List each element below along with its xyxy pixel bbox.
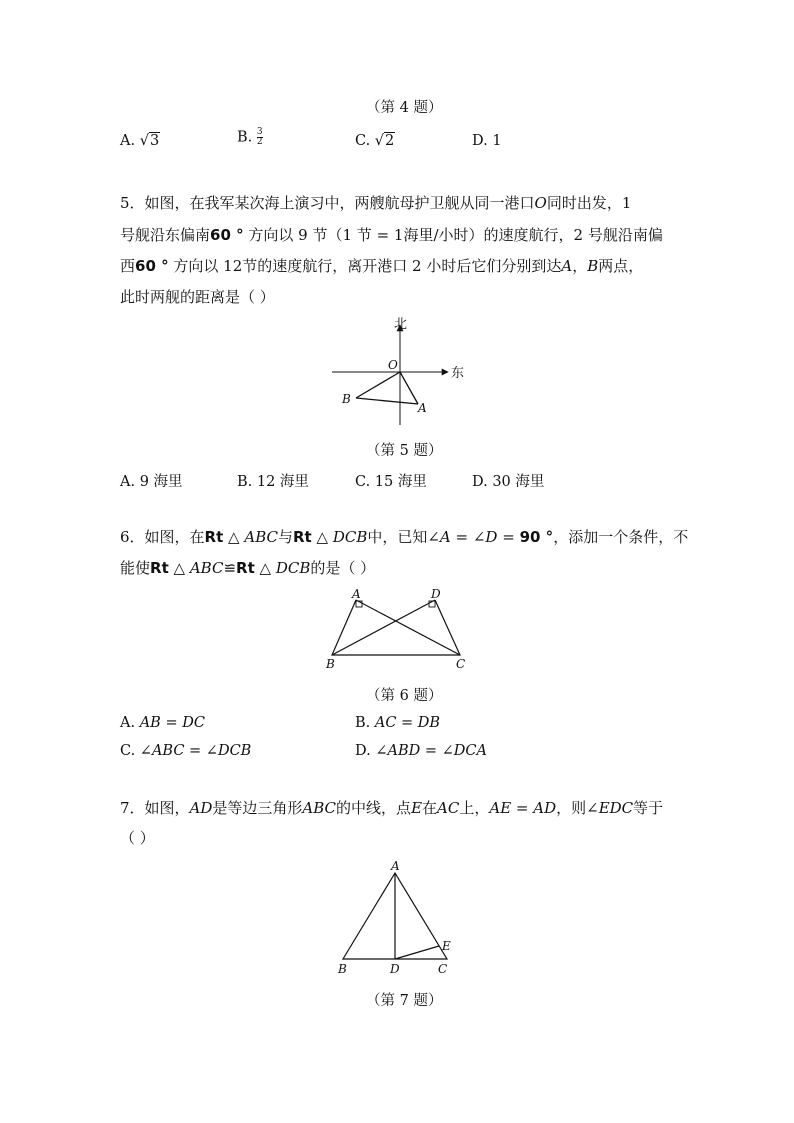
q6-text: 能使 [120, 559, 151, 577]
figure-4-caption: （第 4 题） [366, 100, 443, 116]
q5-line-3 [120, 259, 643, 274]
q4-option-c[interactable] [355, 133, 395, 149]
q6-option-b-prefix: B. [355, 715, 375, 731]
q7-label-b: B [338, 962, 347, 976]
q7-line-2: （ ） [120, 829, 155, 847]
q6-option-a[interactable] [120, 715, 205, 731]
q6-rt: Rt [150, 559, 169, 577]
q5-option-d[interactable]: D. 30 海里 [472, 474, 545, 490]
q6-triangle-symbol: △ [223, 528, 245, 546]
q6-option-c[interactable] [120, 743, 251, 759]
sqrt-icon: √ [374, 133, 385, 149]
q4-option-b-numerator: 3 [256, 127, 263, 137]
q5-point-b: B [587, 257, 599, 275]
q5-angle-60: 60 ° [210, 226, 244, 244]
q5-option-c[interactable]: C. 15 海里 [355, 474, 427, 490]
q6-abc: ABC [189, 559, 224, 577]
q5-text: 方向以 9 节（1 节 [243, 226, 372, 244]
q6-option-b-value: AC = DB [374, 715, 441, 731]
q5-segment-oa [400, 372, 418, 404]
q7-text: 的中线，点 [336, 799, 412, 817]
q7-figure [330, 856, 470, 986]
q4-option-b-denominator: 2 [256, 137, 263, 147]
q5-text: 号舰沿东偏南 [120, 226, 211, 244]
q5-text: ， [572, 257, 588, 275]
q5-text: 同时出发，1 [546, 194, 632, 212]
q6-option-d[interactable] [355, 743, 487, 759]
q6-text: 的是（ ） [310, 559, 376, 577]
q6-option-d-prefix: D. [355, 743, 376, 759]
q5-text: 5．如图，在我军某次海上演习中，两艘航母护卫舰从同一港口 [120, 194, 535, 212]
q6-label-a: A [352, 589, 361, 601]
q4-option-b-fraction [257, 128, 263, 147]
q5-label-east: 东 [451, 366, 465, 381]
q7-text: 是等边三角形 [212, 799, 303, 817]
q5-line-4: 此时两舰的距离是（ ） [120, 288, 275, 306]
q5-text: 方向以 12节的速度航行，离开港口 2 小时后它们分别到达 [168, 257, 562, 275]
q6-angle-equation: ∠A = ∠D = [427, 528, 520, 546]
q6-rt: Rt [204, 528, 224, 546]
q4-option-b[interactable] [237, 128, 263, 147]
q7-line-1 [120, 801, 663, 816]
q6-abc: ABC [244, 528, 278, 546]
q4-option-c-prefix: C. [355, 133, 375, 149]
q6-option-c-value: ∠ABC = ∠DCB [139, 743, 252, 759]
q5-segment-ob [356, 372, 400, 398]
q7-label-c: C [438, 962, 448, 976]
q6-text: 6．如图，在 [120, 528, 205, 546]
q7-equation: AE = AD [489, 799, 557, 817]
q4-option-d[interactable]: D. 1 [472, 133, 502, 149]
q5-label-north: 北 [394, 317, 408, 332]
q7-ac: AC [437, 799, 460, 817]
q5-label-b: B [342, 392, 351, 406]
q4-option-a-prefix: A. [120, 133, 140, 149]
q6-triangle-symbol: △ [254, 559, 276, 577]
q5-point-a: A [561, 257, 573, 275]
q6-text: 中，已知 [367, 528, 428, 546]
q5-point-o: O [534, 194, 547, 212]
q6-congruent-symbol: ≌ [223, 559, 237, 577]
q7-text: ，则 [556, 799, 587, 817]
q6-rt: Rt [236, 559, 255, 577]
q6-line-2 [120, 561, 375, 576]
q7-text: 在 [422, 799, 438, 817]
q6-option-b[interactable] [355, 715, 440, 731]
q5-text: 海里/小时）的速度航行，2 号舰沿南偏 [403, 226, 663, 244]
q4-option-c-value: 2 [385, 133, 395, 149]
figure-5-caption: （第 5 题） [366, 443, 443, 459]
q6-option-d-value: ∠ABD = ∠DCA [375, 743, 487, 759]
q6-label-c: C [456, 657, 466, 671]
q6-rt: Rt [293, 528, 312, 546]
q6-segment-db [332, 600, 435, 655]
q6-segment-ac [356, 600, 460, 655]
q5-text: 两点， [598, 257, 644, 275]
q6-outline [332, 600, 460, 655]
q7-segment-de [395, 946, 439, 959]
q6-dcb: DCB [275, 559, 311, 577]
q7-label-d: D [390, 962, 400, 976]
q7-angle-edc: ∠EDC [586, 799, 634, 817]
q5-label-o: O [388, 358, 398, 372]
q5-label-a: A [418, 401, 427, 415]
q6-text: 与 [277, 528, 293, 546]
q4-option-b-prefix: B. [237, 129, 257, 146]
q6-option-a-value: AB = DC [139, 715, 205, 731]
q4-option-a-value: 3 [149, 133, 160, 149]
q6-figure [320, 589, 480, 671]
q6-text: ，添加一个条件，不 [553, 528, 689, 546]
sqrt-icon: √ [139, 133, 149, 149]
q7-label-a: A [391, 859, 400, 873]
q5-text: 西 [120, 257, 136, 275]
q4-option-a[interactable] [120, 133, 160, 149]
q6-option-c-prefix: C. [120, 743, 140, 759]
q6-option-a-prefix: A. [120, 715, 140, 731]
q5-option-a[interactable]: A. 9 海里 [120, 474, 183, 490]
figure-6-caption: （第 6 题） [366, 688, 443, 704]
q6-label-b: B [326, 657, 335, 671]
q6-triangle-symbol: △ [168, 559, 190, 577]
q7-abc: ABC [302, 799, 337, 817]
q5-equals: = 1 [371, 226, 404, 244]
q7-text: 上， [459, 799, 490, 817]
q5-option-b[interactable]: B. 12 海里 [237, 474, 309, 490]
q6-line-1 [120, 530, 688, 545]
q6-label-d: D [431, 589, 441, 601]
q5-segment-ab [356, 398, 418, 404]
q5-line-1 [120, 196, 631, 211]
figure-7-caption: （第 7 题） [366, 993, 443, 1009]
q6-triangle-symbol: △ [311, 528, 333, 546]
q7-label-e: E [442, 939, 451, 953]
q7-text: 7．如图， [120, 799, 190, 817]
q6-dcb: DCB [332, 528, 368, 546]
q7-ad: AD [189, 799, 213, 817]
q7-point-e: E [411, 799, 423, 817]
q7-text: 等于 [633, 799, 664, 817]
q5-figure [320, 315, 480, 430]
q5-angle-60: 60 ° [135, 257, 169, 275]
q6-ninety-degrees: 90 ° [519, 528, 554, 546]
q5-line-2 [120, 228, 663, 243]
